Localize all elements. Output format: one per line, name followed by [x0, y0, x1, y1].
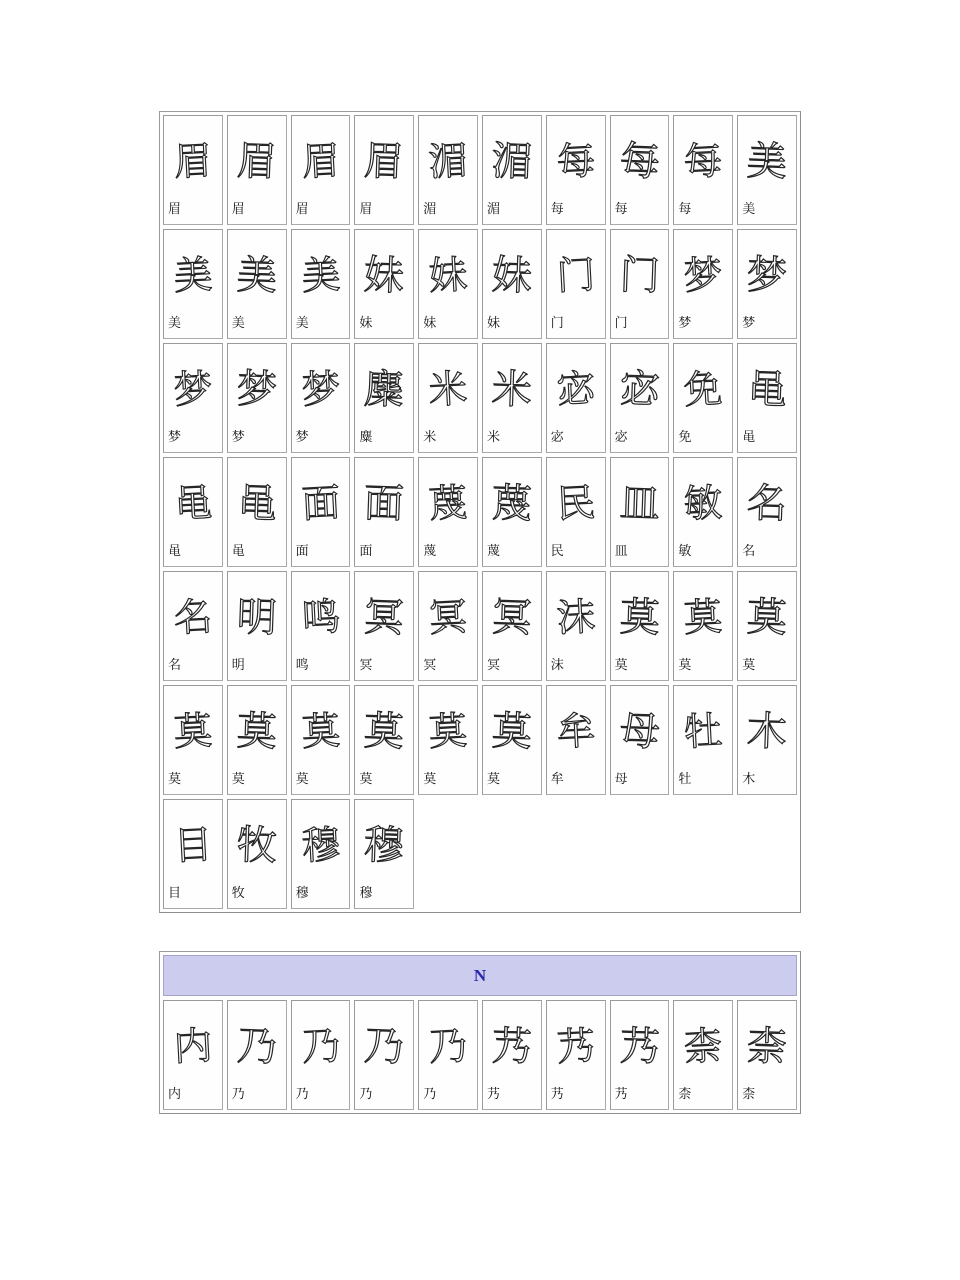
- oracle-script-grid-m: [163, 115, 797, 909]
- oracle-script-table-n: [159, 951, 801, 1114]
- glyph-cell: [354, 799, 414, 909]
- oracle-bone-glyph: 门: [555, 252, 597, 298]
- oracle-bone-glyph: 莫: [363, 708, 405, 755]
- oracle-bone-glyph: 柰: [683, 1023, 724, 1069]
- modern-character-label: 每: [550, 201, 564, 216]
- glyph-cell: [163, 229, 223, 339]
- oracle-bone-glyph: 麋: [363, 366, 405, 413]
- modern-character-label: 每: [614, 201, 628, 216]
- glyph-cell: [354, 1000, 414, 1110]
- modern-character-label: 冥: [486, 657, 500, 672]
- glyph-cell: [163, 457, 223, 567]
- oracle-bone-glyph: 米: [427, 366, 469, 412]
- glyph-cell: [354, 229, 414, 339]
- modern-character-label: 美: [742, 201, 756, 216]
- glyph-cell: [610, 1000, 670, 1110]
- modern-character-label: 黾: [231, 543, 245, 558]
- oracle-bone-glyph: 梦: [746, 252, 788, 299]
- glyph-cell: [291, 343, 351, 453]
- glyph-cell: [610, 343, 670, 453]
- modern-character-label: 牡: [678, 771, 692, 786]
- glyph-cell: [546, 115, 606, 225]
- oracle-bone-glyph: 每: [618, 138, 661, 185]
- modern-character-label: 艿: [486, 1086, 500, 1101]
- oracle-script-table-m: [159, 111, 801, 913]
- glyph-cell: [673, 571, 733, 681]
- glyph-cell: [610, 457, 670, 567]
- oracle-bone-glyph: 面: [300, 480, 341, 526]
- modern-character-label: 米: [423, 429, 437, 444]
- modern-character-label: 湄: [486, 201, 500, 216]
- glyph-cell: [737, 343, 797, 453]
- glyph-cell: [546, 685, 606, 795]
- glyph-cell: [354, 685, 414, 795]
- glyph-cell: [482, 115, 542, 225]
- oracle-bone-glyph: 艿: [618, 1023, 661, 1070]
- glyph-cell: [418, 685, 478, 795]
- oracle-bone-glyph: 妹: [427, 252, 469, 298]
- glyph-cell: [418, 1000, 478, 1110]
- modern-character-label: 湄: [423, 201, 437, 216]
- oracle-bone-glyph: 黾: [172, 480, 214, 526]
- oracle-bone-glyph: 名: [172, 594, 214, 640]
- oracle-bone-glyph: 皿: [618, 480, 661, 527]
- modern-character-label: 美: [168, 315, 182, 330]
- glyph-cell: [673, 1000, 733, 1110]
- modern-character-label: 莫: [295, 771, 309, 786]
- glyph-cell: [673, 115, 733, 225]
- oracle-bone-glyph: 木: [746, 708, 788, 755]
- oracle-bone-glyph: 黾: [235, 480, 278, 527]
- modern-character-label: 眉: [168, 201, 182, 216]
- oracle-bone-glyph: 乃: [300, 1023, 341, 1069]
- modern-character-label: 母: [614, 771, 628, 786]
- modern-character-label: 内: [168, 1086, 182, 1101]
- glyph-cell: [737, 571, 797, 681]
- glyph-cell: [354, 115, 414, 225]
- modern-character-label: 名: [742, 543, 756, 558]
- glyph-cell: [418, 343, 478, 453]
- oracle-bone-glyph: 美: [300, 252, 341, 298]
- modern-character-label: 乃: [295, 1086, 309, 1101]
- modern-character-label: 木: [742, 771, 756, 786]
- modern-character-label: 目: [168, 885, 182, 900]
- glyph-cell: [418, 457, 478, 567]
- glyph-cell: [291, 685, 351, 795]
- oracle-bone-glyph: 冥: [363, 594, 405, 641]
- glyph-cell: [227, 115, 287, 225]
- modern-character-label: 民: [550, 543, 564, 558]
- modern-character-label: 艿: [550, 1086, 564, 1101]
- oracle-bone-glyph: 牡: [683, 708, 724, 754]
- glyph-cell: [291, 1000, 351, 1110]
- oracle-bone-glyph: 梦: [683, 252, 724, 298]
- oracle-bone-glyph: 沫: [555, 594, 597, 640]
- oracle-bone-glyph: 眉: [235, 138, 278, 185]
- modern-character-label: 宓: [614, 429, 628, 444]
- glyph-cell: [291, 799, 351, 909]
- modern-character-label: 麋: [359, 429, 373, 444]
- oracle-bone-glyph: 牟: [555, 708, 597, 754]
- glyph-cell: [163, 685, 223, 795]
- modern-character-label: 免: [678, 429, 692, 444]
- modern-character-label: 莫: [359, 771, 373, 786]
- oracle-bone-glyph: 名: [746, 480, 788, 527]
- modern-character-label: 梦: [678, 315, 692, 330]
- glyph-cell: [354, 343, 414, 453]
- oracle-bone-glyph: 妹: [491, 252, 533, 299]
- modern-character-label: 乃: [231, 1086, 245, 1101]
- oracle-bone-glyph: 梦: [235, 366, 278, 413]
- modern-character-label: 美: [295, 315, 309, 330]
- modern-character-label: 门: [614, 315, 628, 330]
- glyph-cell: [418, 115, 478, 225]
- oracle-bone-glyph: 眉: [300, 138, 341, 184]
- glyph-cell: [227, 799, 287, 909]
- glyph-cell: [163, 1000, 223, 1110]
- modern-character-label: 名: [168, 657, 182, 672]
- glyph-cell: [482, 685, 542, 795]
- glyph-cell: [610, 115, 670, 225]
- oracle-bone-glyph: 鸣: [300, 594, 341, 640]
- oracle-bone-glyph: 莫: [683, 594, 724, 640]
- oracle-bone-glyph: 艿: [491, 1023, 533, 1070]
- glyph-cell: [354, 571, 414, 681]
- modern-character-label: 乃: [423, 1086, 437, 1101]
- glyph-cell: [737, 1000, 797, 1110]
- oracle-bone-glyph: 莫: [746, 594, 788, 641]
- glyph-cell: [227, 229, 287, 339]
- glyph-cell: [610, 229, 670, 339]
- glyph-cell: [546, 457, 606, 567]
- modern-character-label: 妹: [423, 315, 437, 330]
- oracle-bone-glyph: 穆: [300, 822, 341, 868]
- modern-character-label: 眉: [359, 201, 373, 216]
- oracle-bone-glyph: 米: [491, 366, 533, 413]
- document-page: [159, 111, 801, 1114]
- oracle-bone-glyph: 莫: [427, 708, 469, 754]
- oracle-bone-glyph: 冥: [427, 594, 469, 640]
- modern-character-label: 蔑: [423, 543, 437, 558]
- modern-character-label: 敏: [678, 543, 692, 558]
- oracle-bone-glyph: 莫: [618, 594, 661, 641]
- glyph-cell: [291, 457, 351, 567]
- oracle-bone-glyph: 明: [235, 594, 278, 641]
- modern-character-label: 莫: [742, 657, 756, 672]
- oracle-bone-glyph: 蔑: [427, 480, 469, 526]
- modern-character-label: 柰: [678, 1086, 692, 1101]
- oracle-bone-glyph: 莫: [235, 708, 278, 755]
- oracle-bone-glyph: 眉: [363, 138, 405, 185]
- glyph-cell: [546, 343, 606, 453]
- modern-character-label: 梦: [295, 429, 309, 444]
- oracle-bone-glyph: 梦: [300, 366, 341, 412]
- modern-character-label: 梦: [742, 315, 756, 330]
- modern-character-label: 梦: [168, 429, 182, 444]
- glyph-cell: [673, 685, 733, 795]
- glyph-cell: [227, 457, 287, 567]
- oracle-bone-glyph: 蔑: [491, 480, 533, 527]
- glyph-cell: [737, 685, 797, 795]
- modern-character-label: 牟: [550, 771, 564, 786]
- modern-character-label: 蔑: [486, 543, 500, 558]
- oracle-bone-glyph: 湄: [427, 138, 469, 184]
- glyph-cell: [737, 457, 797, 567]
- modern-character-label: 乃: [359, 1086, 373, 1101]
- oracle-bone-glyph: 乃: [363, 1023, 405, 1070]
- oracle-bone-glyph: 美: [235, 252, 278, 299]
- oracle-bone-glyph: 莫: [300, 708, 341, 754]
- modern-character-label: 莫: [423, 771, 437, 786]
- modern-character-label: 鸣: [295, 657, 309, 672]
- modern-character-label: 冥: [423, 657, 437, 672]
- glyph-cell: [291, 115, 351, 225]
- oracle-bone-glyph: 宓: [555, 366, 597, 412]
- glyph-cell: [163, 571, 223, 681]
- oracle-bone-glyph: 敏: [683, 480, 724, 526]
- glyph-cell: [546, 229, 606, 339]
- oracle-bone-glyph: 每: [555, 138, 597, 184]
- modern-character-label: 眉: [295, 201, 309, 216]
- modern-character-label: 门: [550, 315, 564, 330]
- oracle-bone-glyph: 母: [618, 708, 661, 755]
- oracle-bone-glyph: 柰: [746, 1023, 788, 1070]
- oracle-bone-glyph: 莫: [491, 708, 533, 755]
- modern-character-label: 皿: [614, 543, 628, 558]
- modern-character-label: 梦: [231, 429, 245, 444]
- glyph-cell: [418, 229, 478, 339]
- glyph-cell: [546, 571, 606, 681]
- modern-character-label: 穆: [295, 885, 309, 900]
- glyph-cell: [227, 343, 287, 453]
- oracle-bone-glyph: 免: [683, 366, 724, 412]
- glyph-cell: [673, 343, 733, 453]
- oracle-bone-glyph: 莫: [172, 708, 214, 754]
- modern-character-label: 妹: [486, 315, 500, 330]
- modern-character-label: 美: [231, 315, 245, 330]
- glyph-cell: [418, 571, 478, 681]
- oracle-bone-glyph: 美: [172, 252, 214, 298]
- modern-character-label: 黾: [168, 543, 182, 558]
- oracle-bone-glyph: 内: [172, 1023, 214, 1069]
- modern-character-label: 沫: [550, 657, 564, 672]
- glyph-cell: [163, 115, 223, 225]
- glyph-cell: [673, 229, 733, 339]
- oracle-bone-glyph: 每: [683, 138, 724, 184]
- modern-character-label: 面: [295, 543, 309, 558]
- oracle-bone-glyph: 宓: [618, 366, 661, 413]
- modern-character-label: 冥: [359, 657, 373, 672]
- glyph-cell: [546, 1000, 606, 1110]
- modern-character-label: 牧: [231, 885, 245, 900]
- oracle-bone-glyph: 冥: [491, 594, 533, 641]
- modern-character-label: 莫: [678, 657, 692, 672]
- modern-character-label: 宓: [550, 429, 564, 444]
- glyph-cell: [482, 457, 542, 567]
- oracle-bone-glyph: 湄: [491, 138, 533, 185]
- oracle-bone-glyph: 乃: [235, 1023, 278, 1070]
- modern-character-label: 莫: [168, 771, 182, 786]
- modern-character-label: 面: [359, 543, 373, 558]
- glyph-cell: [291, 571, 351, 681]
- glyph-cell: [482, 571, 542, 681]
- glyph-cell: [163, 343, 223, 453]
- glyph-cell: [482, 229, 542, 339]
- oracle-bone-glyph: 妹: [363, 252, 405, 299]
- section-header-n: N: [163, 955, 797, 996]
- modern-character-label: 莫: [231, 771, 245, 786]
- glyph-cell: [354, 457, 414, 567]
- oracle-bone-glyph: 黾: [746, 366, 788, 413]
- modern-character-label: 莫: [486, 771, 500, 786]
- oracle-bone-glyph: 眉: [172, 138, 214, 184]
- glyph-cell: [163, 799, 223, 909]
- glyph-cell: [227, 571, 287, 681]
- glyph-cell: [291, 229, 351, 339]
- glyph-cell: [482, 343, 542, 453]
- oracle-bone-glyph: 梦: [172, 366, 214, 412]
- modern-character-label: 明: [231, 657, 245, 672]
- oracle-bone-glyph: 美: [746, 138, 788, 185]
- glyph-cell: [227, 685, 287, 795]
- glyph-cell: [482, 1000, 542, 1110]
- modern-character-label: 莫: [614, 657, 628, 672]
- oracle-bone-glyph: 穆: [363, 822, 405, 869]
- glyph-cell: [737, 229, 797, 339]
- oracle-bone-glyph: 牧: [235, 822, 278, 869]
- glyph-cell: [610, 685, 670, 795]
- oracle-bone-glyph: 门: [618, 252, 661, 299]
- oracle-bone-glyph: 目: [172, 822, 214, 868]
- glyph-cell: [737, 115, 797, 225]
- modern-character-label: 穆: [359, 885, 373, 900]
- oracle-bone-glyph: 民: [555, 480, 597, 526]
- oracle-bone-glyph: 乃: [427, 1023, 469, 1069]
- oracle-bone-glyph: 面: [363, 480, 405, 527]
- modern-character-label: 妹: [359, 315, 373, 330]
- glyph-cell: [673, 457, 733, 567]
- oracle-script-grid-n: [163, 1000, 797, 1110]
- modern-character-label: 艿: [614, 1086, 628, 1101]
- modern-character-label: 米: [486, 429, 500, 444]
- modern-character-label: 柰: [742, 1086, 756, 1101]
- modern-character-label: 黾: [742, 429, 756, 444]
- glyph-cell: [227, 1000, 287, 1110]
- glyph-cell: [610, 571, 670, 681]
- modern-character-label: 眉: [231, 201, 245, 216]
- modern-character-label: 每: [678, 201, 692, 216]
- section-spacer: [159, 913, 801, 951]
- oracle-bone-glyph: 艿: [555, 1023, 597, 1069]
